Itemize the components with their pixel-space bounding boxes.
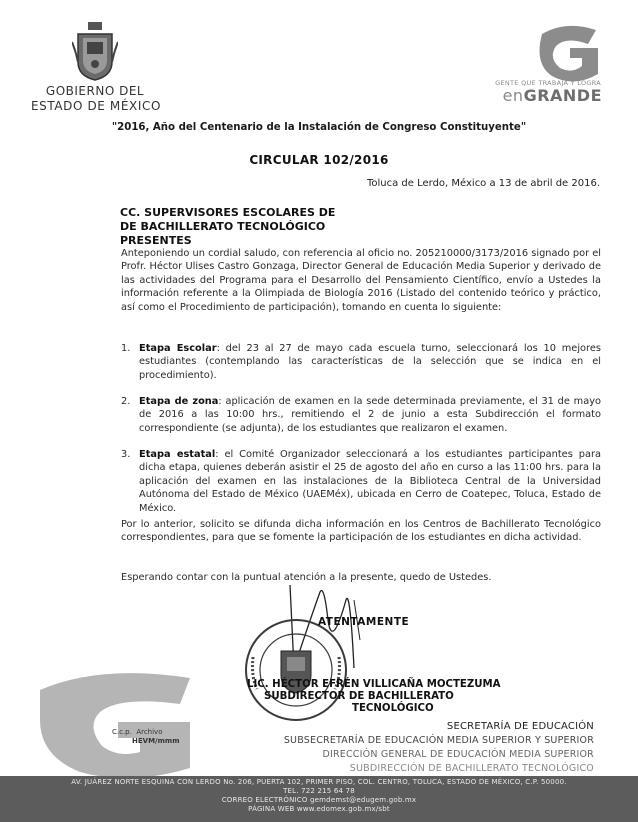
item-number: 3.: [121, 449, 131, 460]
footer-web: PÁGINA WEB www.edomex.gob.mx/sbt: [248, 805, 390, 813]
addressee-line: DE BACHILLERATO TECNOLÓGICO: [120, 220, 326, 233]
list-item: [121, 395, 601, 435]
secretariat-line1: SECRETARÍA DE EDUCACIÓN: [446, 721, 594, 732]
item-number: 2.: [121, 396, 131, 407]
addressee-line: CC. SUPERVISORES ESCOLARES DE: [120, 206, 336, 219]
year-motto: "2016, Año del Centenario de la Instalación de Congreso Constituyente": [111, 122, 527, 133]
item-heading: Etapa Escolar: [139, 343, 217, 354]
closing-paragraph: Por lo anterior, solicito se difunda dicha información en los Centros de Bachillerato Tecnológico correspondientes, para que se fomente la participación de los estudiantes en dicha actividad.: [121, 519, 601, 544]
item-text: : aplicación de examen en la sede determinada previamente, el 31 de mayo de 2016 a las 10:00 hrs., remitiendo el 2 de junio a esta Subdirección el formato correspondiente (se adjunta), de los estudiantes que realizaron el examen.: [139, 396, 602, 434]
official-seal-icon: [243, 617, 349, 723]
footer-phone: TEL. 722 215 64 78: [283, 787, 355, 795]
slogan-small: GENTE QUE TRABAJA Y LOGRA: [495, 79, 601, 87]
secretariat-line2: SUBSECRETARÍA DE EDUCACIÓN MEDIA SUPERIOR Y SUPERIOR: [283, 735, 594, 746]
slogan-word: GRANDE: [523, 86, 602, 105]
footer-email: CORREO ELECTRÓNICO gemdemst@edugem.gob.mx: [221, 796, 417, 804]
item-heading: Etapa estatal: [139, 449, 216, 460]
signer-title-line2: TECNOLÓGICO: [352, 703, 434, 714]
ccp-label: C.c.p.: [112, 728, 132, 736]
ccp-initials: HEVM/mmm: [132, 737, 180, 745]
ccp-block: [112, 728, 180, 746]
gov-name-line2: ESTADO DE MÉXICO: [30, 99, 162, 113]
circular-title: CIRCULAR 102/2016: [249, 153, 389, 167]
slogan-big: [480, 86, 602, 105]
slogan-prefix: en: [502, 86, 524, 105]
g-logo-icon: [536, 22, 602, 82]
ccp-archive: Archivo: [136, 728, 163, 736]
addressee-line: PRESENTES: [120, 234, 192, 247]
item-heading: Etapa de zona: [139, 396, 219, 407]
farewell-paragraph: Esperando contar con la puntual atención a la presente, quedo de Ustedes.: [121, 572, 492, 583]
intro-paragraph: Anteponiendo un cordial saludo, con referencia al oficio no. 205210000/3173/2016 signado por el Profr. Héctor Ulises Castro Gonzaga, Director General de Educación Media Superior y derivado de las actividades del Programa para el Desarrollo del Pensamiento Científico, envío a Ustedes la información referente a la Olimpiada de Biología 2016 (Listado del contenido teórico y práctico, así como el Procedimiento de participación), tomando en cuenta lo siguiente:: [121, 248, 601, 313]
gov-name-line1: GOBIERNO DEL: [45, 84, 145, 98]
atentamente-label: ATENTAMENTE: [318, 616, 410, 628]
footer-address: AV. JUÁREZ NORTE ESQUINA CON LERDO No. 206, PUERTA 102, PRIMER PISO, COL. CENTRO, TOLUCA, ESTADO DE MÉXICO, C.P. 50000.: [71, 778, 567, 786]
list-item: [121, 342, 601, 382]
estado-de-mexico-emblem-icon: [72, 22, 118, 82]
item-text: : del 23 al 27 de mayo cada escuela turno, seleccionará los 10 mejores estudiantes (contemplando las características de la selección que se indica en el procedimiento).: [139, 343, 601, 381]
secretariat-line4: SUBDIRECCIÓN DE BACHILLERATO TECNOLÓGICO: [349, 763, 594, 774]
addressee-block: [120, 206, 520, 248]
secretariat-line3: DIRECCIÓN GENERAL DE EDUCACIÓN MEDIA SUPERIOR: [322, 749, 594, 760]
list-item: [121, 448, 601, 515]
g-logo-large-icon: [40, 660, 210, 780]
item-number: 1.: [121, 343, 131, 354]
signer-title-line1: SUBDIRECTOR DE BACHILLERATO: [264, 691, 454, 702]
place-date: Toluca de Lerdo, México a 13 de abril de 2016.: [366, 178, 600, 189]
signer-name: LIC. HÉCTOR EFRÉN VILLICAÑA MOCTEZUMA: [247, 679, 501, 690]
item-text: : el Comité Organizador seleccionará a los estudiantes participantes para dicha etapa, quienes deberán asistir el 25 de agosto del año en curso a las 11:00 hrs. para la aplicación del examen en las instalaciones de la Biblioteca Central de la Universidad Autónoma del Estado de México (UAEMéx), ubicada en Cerro de Coatepec, Toluca, Estado de México.: [139, 449, 601, 514]
